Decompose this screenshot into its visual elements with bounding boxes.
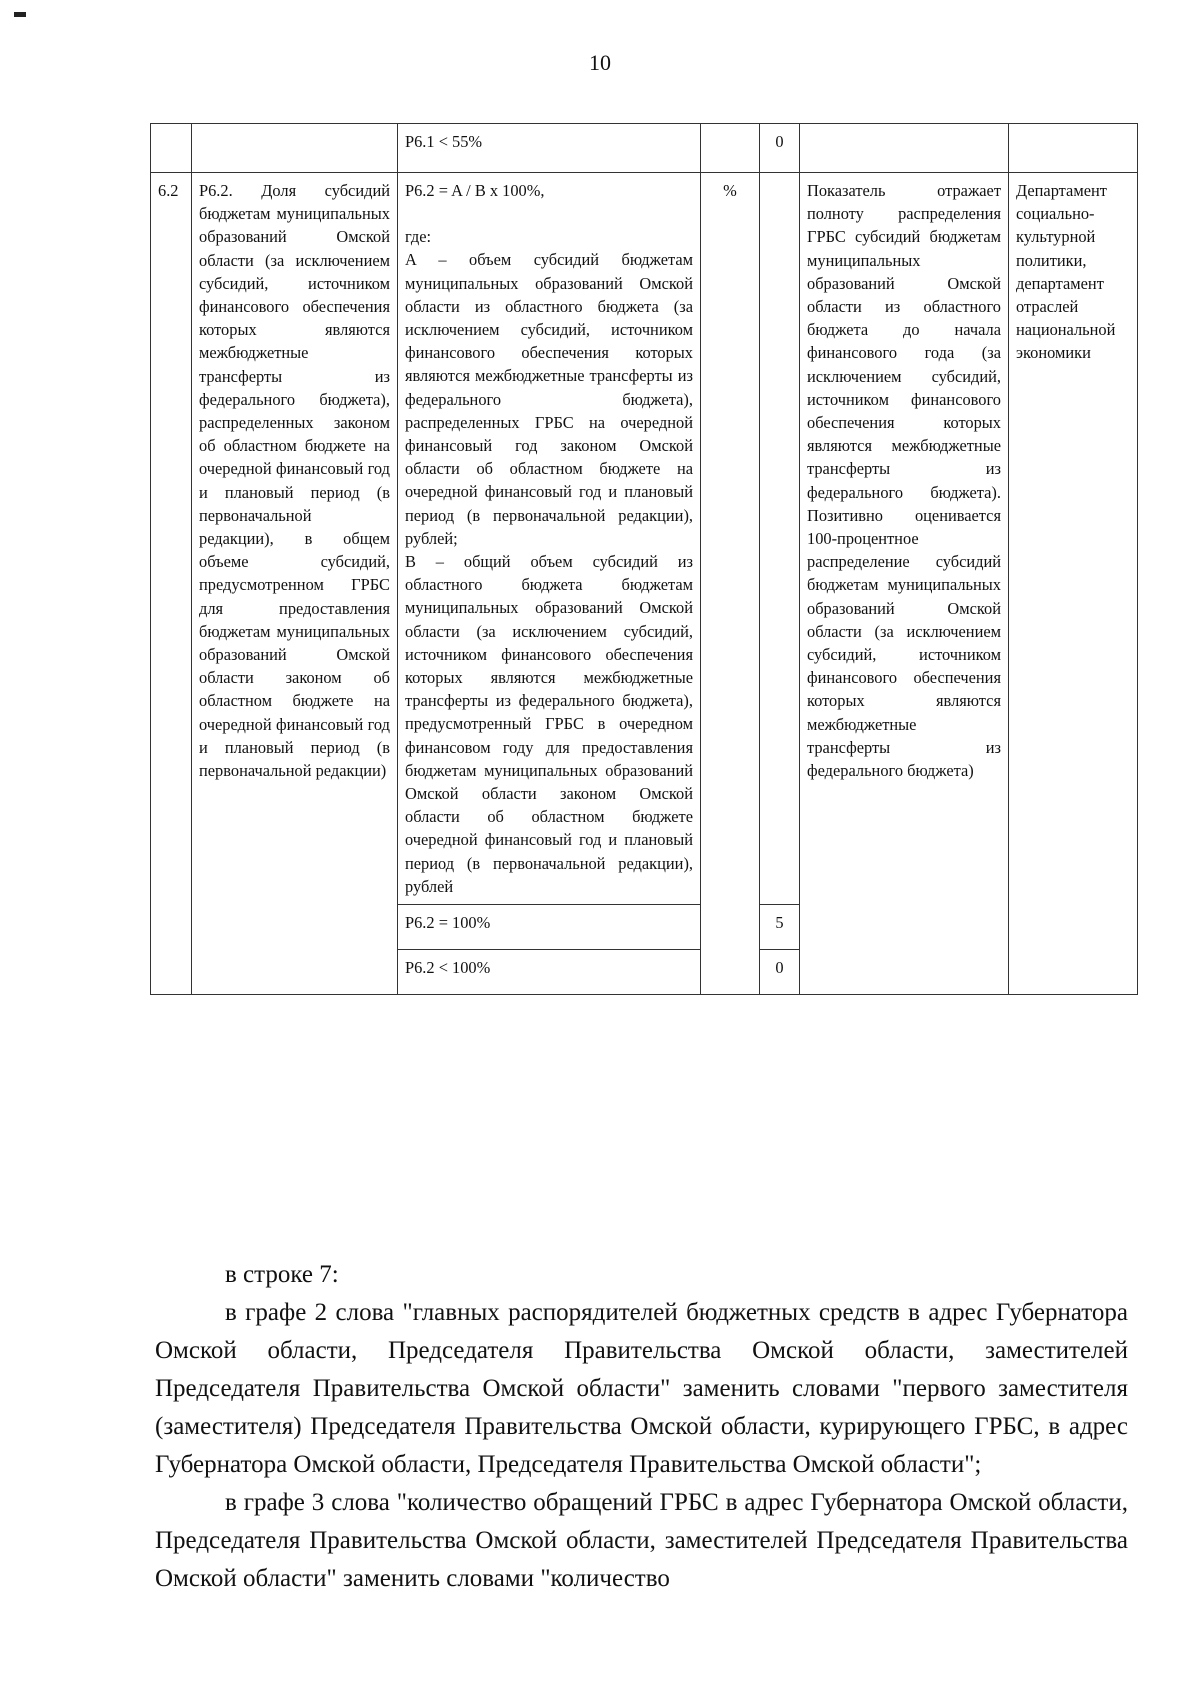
page-number: 10 — [589, 50, 611, 75]
formula-a: A – объем субсидий бюджетам муниципальных образований Омской области из областного бюджета (за исключением субсидий, источником финансового обеспечения которых являются межбюджетные трансферты из федерального бюджета), распределенных ГРБС на очередной финансовый год законом Омской области об областном бюджете на очередной финансовый год и плановый период (в первоначальной редакции), рублей; — [405, 250, 693, 548]
cell-empty — [1009, 124, 1138, 173]
cell-empty — [701, 124, 760, 173]
cell-row-number: 6.2 — [151, 173, 192, 995]
cell-indicator-name: P6.2. Доля субсидий бюджетам муниципальных образований Омской области (за исключением субсидий, источником финансового обеспечения которых являются межбюджетные трансферты из федерального бюджета), распределенных законом об областном бюджете на очередной финансовый год и плановый период (в первоначальной редакции), в общем объеме субсидий, предусмотренном ГРБС для предоставления бюджетам муниципальных образований Омской области законом об областном бюджете на очередной финансовый год и плановый период (в первоначальной редакции) — [192, 173, 398, 995]
cell-responsible: Департамент социально-культурной политики, департамент отраслей национальной экономики — [1009, 173, 1138, 995]
cell-subscore: 0 — [760, 950, 800, 995]
body-text — [155, 1256, 1128, 1598]
cell-empty — [192, 124, 398, 173]
formula-main: P6.2 = A / B x 100%, — [405, 181, 545, 200]
cell-subformula: P6.2 < 100% — [398, 950, 701, 995]
cell-formula — [398, 173, 701, 905]
cell-subscore: 5 — [760, 905, 800, 950]
formula-where: где: — [405, 227, 432, 247]
cell-empty — [760, 173, 800, 905]
cell-empty — [151, 124, 192, 173]
cell-description: Показатель отражает полноту распределения ГРБС субсидий бюджетам муниципальных образований Омской области из областного бюджета до начала финансового года (за исключением субсидий, источником финансового обеспечения которых являются межбюджетные трансферты из федерального бюджета). Позитивно оценивается 100-процентное распределение субсидий бюджетам муниципальных образований Омской области (за исключением субсидий, источником финансового обеспечения которых являются межбюджетные трансферты из федерального бюджета) — [800, 173, 1009, 995]
paragraph-column2: в графе 2 слова "главных распорядителей бюджетных средств в адрес Губернатора Омской области, Председателя Правительства Омской области, заместителей Председателя Правительства Омской области" заменить словами "первого заместителя (заместителя) Председателя Правительства Омской области, курирующего ГРБС, в адрес Губернатора Омской области, Председателя Правительства Омской области"; — [155, 1299, 1128, 1478]
cell-subformula: P6.2 = 100% — [398, 905, 701, 950]
cell-empty — [800, 124, 1009, 173]
paragraph-column3: в графе 3 слова "количество обращений ГРБС в адрес Губернатора Омской области, Председателя Правительства Омской области, заместителей Председателя Правительства Омской области" заменить словами "количество — [155, 1489, 1128, 1592]
formula-b: B – общий объем субсидий из областного бюджета бюджетам муниципальных образований Омской области (за исключением субсидий, источником финансового обеспечения которых являются межбюджетные трансферты из федерального бюджета), предусмотренный ГРБС в очередном финансовом году для предоставления бюджетам муниципальных образований Омской области законом Омской области об областном бюджете очередной финансовый год и плановый период (в первоначальной редакции), рублей — [405, 552, 693, 896]
cell-formula-prev: P6.1 < 55% — [398, 124, 701, 173]
criteria-table — [150, 123, 1138, 995]
cell-unit: % — [701, 173, 760, 995]
paragraph-row7: в строке 7: — [225, 1261, 339, 1288]
scan-artifact — [14, 12, 26, 17]
cell-score-prev: 0 — [760, 124, 800, 173]
table-row-6-2 — [151, 173, 1138, 905]
table-row-prev — [151, 124, 1138, 173]
